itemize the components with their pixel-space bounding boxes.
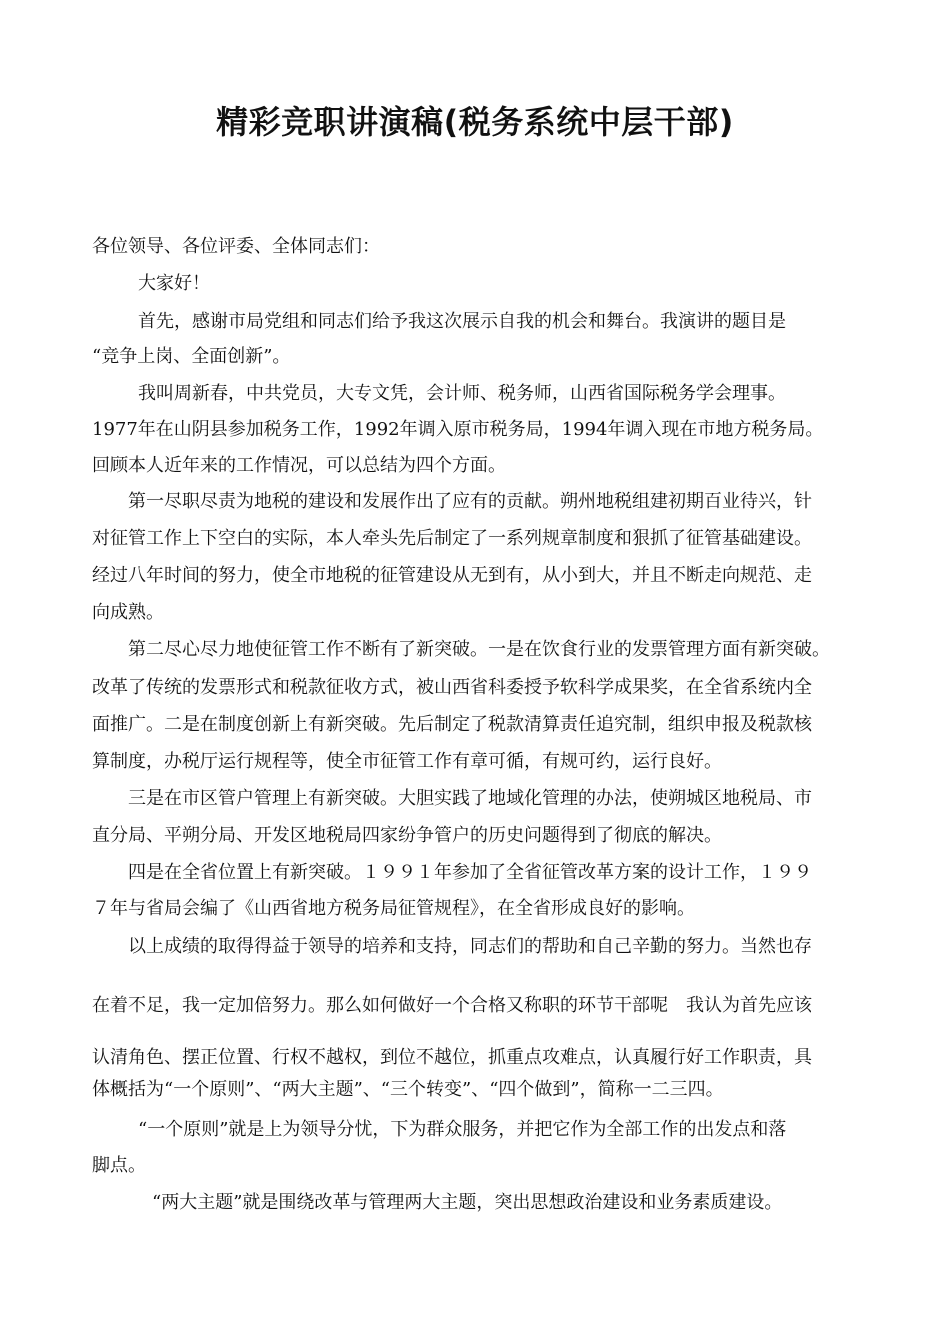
paragraph-line: “两大主题”就是围绕改革与管理两大主题，突出思想政治建设和业务素质建设。: [152, 1192, 783, 1213]
paragraph-line: 首先，感谢市局党组和同志们给予我这次展示自我的机会和舞台。我演讲的题目是: [138, 311, 786, 332]
paragraph-line: 对征管工作上下空白的实际，本人牵头先后制定了一系列规章制度和狠抓了征管基础建设。: [92, 528, 812, 549]
paragraph-line: 向成熟。: [92, 602, 164, 623]
paragraph-line: 三是在市区管户管理上有新突破。大胆实践了地域化管理的办法，使朔城区地税局、市: [128, 788, 812, 809]
paragraph-line: 体概括为“一个原则”、“两大主题”、“三个转变”、“四个做到”，简称一二三四。: [92, 1079, 724, 1100]
paragraph-line: 认清角色、摆正位置、行权不越权，到位不越位，抓重点攻难点，认真履行好工作职责，具: [92, 1047, 812, 1068]
paragraph-line: 1977年在山阴县参加税务工作，1992年调入原市税务局，1994年调入现在市地方税务局。: [92, 419, 824, 440]
paragraph-line: 算制度，办税厅运行规程等，使全市征管工作有章可循，有规可约，运行良好。: [92, 751, 722, 772]
greeting: 大家好！: [138, 273, 210, 294]
paragraph-line: ７年与省局会编了《山西省地方税务局征管规程》，在全省形成良好的影响。: [92, 898, 695, 919]
paragraph-line: “一个原则”就是上为领导分忧，下为群众服务，并把它作为全部工作的出发点和落: [138, 1119, 787, 1140]
paragraph-line: 以上成绩的取得得益于领导的培养和支持，同志们的帮助和自己辛勤的努力。当然也存: [128, 936, 812, 957]
document-title: 精彩竞职讲演稿(税务系统中层干部): [216, 103, 734, 141]
paragraph-line: 改革了传统的发票形式和税款征收方式，被山西省科委授予软科学成果奖，在全省系统内全: [92, 677, 812, 698]
paragraph-line: 第二尽心尽力地使征管工作不断有了新突破。一是在饮食行业的发票管理方面有新突破。: [128, 639, 830, 660]
paragraph-line: 面推广。二是在制度创新上有新突破。先后制定了税款清算责任追究制，组织申报及税款核: [92, 714, 812, 735]
paragraph-line: 经过八年时间的努力，使全市地税的征管建设从无到有，从小到大，并且不断走向规范、走: [92, 565, 812, 586]
paragraph-line: 第一尽职尽责为地税的建设和发展作出了应有的贡献。朔州地税组建初期百业待兴，针: [128, 491, 812, 512]
paragraph-line: 直分局、平朔分局、开发区地税局四家纷争管户的历史问题得到了彻底的解决。: [92, 825, 722, 846]
paragraph-line: 我叫周新春，中共党员，大专文凭，会计师、税务师，山西省国际税务学会理事。: [138, 383, 786, 404]
paragraph-line: 脚点。: [92, 1155, 146, 1176]
paragraph-line: 四是在全省位置上有新突破。１９９１年参加了全省征管改革方案的设计工作，１９９: [128, 862, 812, 883]
paragraph-line: “竞争上岗、全面创新”。: [92, 346, 291, 367]
paragraph-line: 回顾本人近年来的工作情况，可以总结为四个方面。: [92, 455, 506, 476]
salutation: 各位领导、各位评委、全体同志们：: [92, 236, 380, 257]
paragraph-line: 在着不足，我一定加倍努力。那么如何做好一个合格又称职的环节干部呢 我认为首先应该: [92, 995, 812, 1016]
